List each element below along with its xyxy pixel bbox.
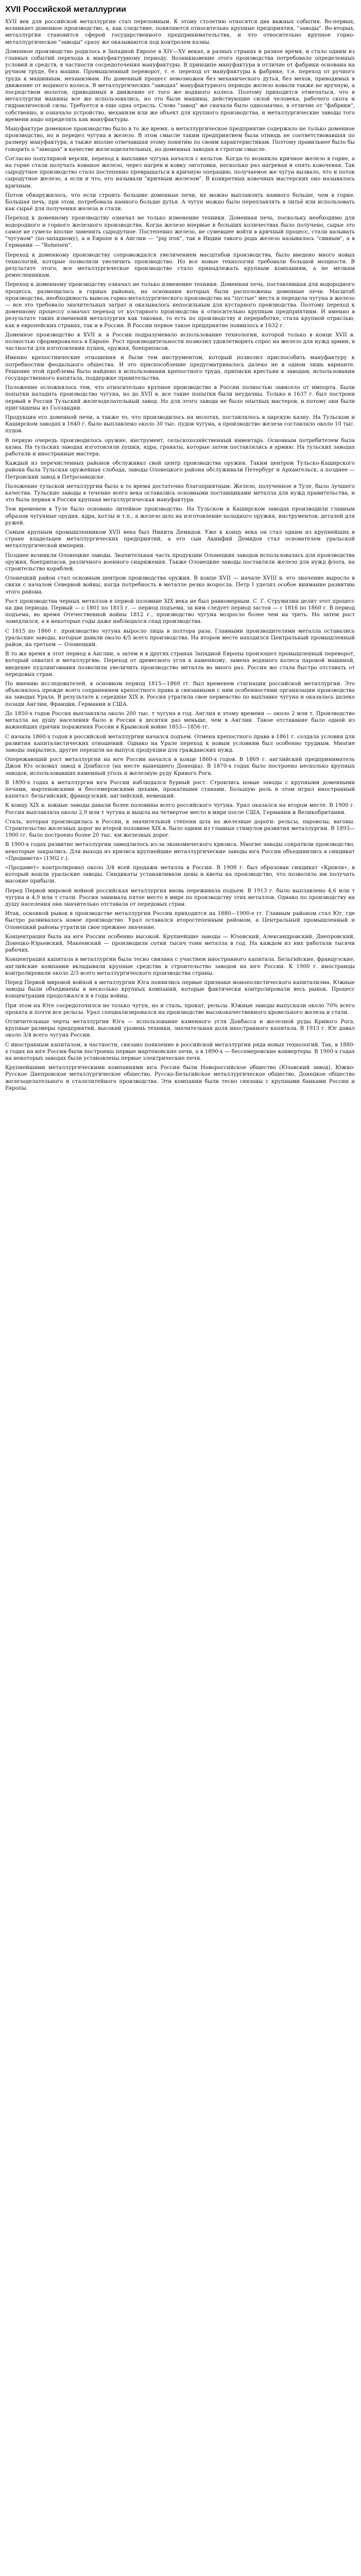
paragraph: Переход к доменному производству означал не только изменение техники. Доменная печь, поставлявшая для водородного процесса, размещалась в горных районах, на основании которых были расположены доменные печи. Масштаб производства, необходимость вывоза горно-металлургического производства на "пустые" места и передела чугуна в железо — все это требовало значительных затрат и оказывалось непосильным для кустарного производства. Поэтому переход к доменному процессу означал переход от кустарного производства к относительно крупным предприятиям. И именно в результате таких изменений металлургия как таковая, то есть по производству и переработке, стала крупной отраслью, как в европейских странах, так и в России. В России первое такое предприятие появилось в 1632 г. (5, 282, 355, 329)
paragraph: Доменное производство в XVII в. в России подразумевало использование технологии, которой только в конце XVII в. полностью сформировалось в Европе. Рост производительности позволил удовлетворить спрос на железо для нужд армии, в частности для изготовления пушек, оружия, боеприпасов. (5, 332, 355, 352)
paragraph: Каждый из перечисленных районов обслуживал свой центр производства оружия. Таким центром Тульско-Каширского района была Тульская оружейная слобода, заводы Олонецкого района обслуживали Петербург и Архангельск, а позднее — Петровский завод в Петрозаводске. (5, 461, 355, 480)
paragraph: Олонецкий район стал основным центром производства оружия. В конце XVII — начале XVIII в. его значение выросло в связи с началом Северной войны, когда потребность в металле резко возросла. Петр I уделял особое внимание развитию этого района. (5, 575, 355, 595)
paragraph: Позднее возникли Олонецкие заводы. Значительная часть продукции Олонецких заводов использовалась для производства оружия, боеприпасов, различного военного снаряжения. Также Олонецкие заводы поставляли железо для нужд флота, на строительство кораблей. (5, 552, 355, 572)
page-title: XVII Российской металлургии (5, 5, 126, 14)
paragraph: Перед Первой мировой войной российская металлургия вновь переживала подъем. В 1913 г. было выплавлено 4,6 млн т чугуна и 4,9 млн т стали. Россия занимала пятое место в мире по производству этих металлов. Однако по производству на душу населения она значительно отставала от передовых стран. (5, 888, 355, 907)
paragraph: Перед Первой мировой войной в металлургии Юга появились первые признаки монополистического капитализма. Южные заводы были объединены в несколько крупных компаний, которые фактически контролировали весь рынок. Процесс концентрации продолжался и в годы войны. (5, 980, 355, 999)
paragraph: По мнению исследователей, в основном период 1815—1860 гг. был временем стагнации российской металлургии. Это объяснялось прежде всего сохранением крепостного права и связанными с ним особенностями организации производства на заводах Урала. В результате к середине XIX в. Россия утратила свое первенство по выплавке чугуна и оказалась далеко позади Англии, Франции, Германии и США. (5, 681, 355, 707)
paragraph: Сталь, которая производилась в России, в значительной степени шла на железные дороги: рельсы, паровозы, вагоны. Строительство железных дорог во второй половине XIX в. было одним из главных стимулов развития металлургии. В 1893—1900 гг. было построено более 20 тыс. км железных дорог. (5, 819, 355, 839)
paragraph: Итак, основной рывок в производстве металлургии России приходится на 1880—1900-е гг. Главным районом стал Юг, где быстро развивалось новое производство. Урал оставался второстепенным районом, а Центральный промышленный и Олонецкий районы утратили свое прежнее значение. (5, 911, 355, 930)
paragraph: Концентрация капитала в металлургии была тесно связана с участием иностранного капитала. Бельгийские, французские, английские компании вкладывали крупные средства в строительство заводов на юге России. К 1900 г. иностранцы контролировали около 2/3 всего металлургического производства страны. (5, 957, 355, 976)
paragraph: Положение тульской металлургии было в то время достаточно благоприятным. Железо, полученное в Туле, было лучшего качества. Тульские заводы в течение всего века оставались основными поставщиками металла для нужд правительства, и это была первая в России крупная металлургическая мануфактура. (5, 483, 355, 503)
paragraph: Самым крупным промышленником XVII века был Никита Демидов. Уже к концу века он стал одним из крупнейших в стране владельцев металлургических предприятий, а его сын Акинфий Демидов стал основателем уральской металлургической империи. (5, 530, 355, 549)
paragraph: С начала 1860-х годов в российской металлургии начался подъем. Отмена крепостного права в 1861 г. создала условия для развития капиталистических отношений. Однако на Урале переход к новым условиям был особенно трудным. Многие заводы закрылись, другие перешли на выпуск продукции для гражданских нужд. (5, 734, 355, 753)
paragraph: В 1890-х годах в металлургии юга России наблюдался бурный рост. Строились новые заводы с крупными доменными печами, мартеновскими и бессемеровскими цехами, прокатными станами. Большую роль в этом играл иностранный капитал: бельгийский, французский, английский, немецкий. (5, 779, 355, 800)
paragraph: Потом обнаружилось, что если строить большие доменные печи, их можно выплавлять намного больше, чем в горне. Большая печь, при этом, потребовала намного больше дутья. А чугун можно было переплавлять в литьё или использовать как сырьё для получения железа и стали. (5, 192, 355, 212)
paragraph: В 1900-х годах развитие металлургии замедлилось из-за экономического кризиса. Многие заводы сократили производство, некоторые закрылись. Для выхода из кризиса крупнейшие металлургические заводы юга России объединились в синдикат «Продамета» (1902 г.). (5, 842, 355, 861)
paragraph: С иностранным капиталом, в частности, связано появление в российской металлургии ряда новых технологий. Так, в 1880-х годах на юге России были построены первые мартеновские печи, а в 1890-х — бессемеровские конвертеры. В 1900-х годах на некоторых заводах были установлены первые электрические печи. (5, 1042, 355, 1062)
paragraph: С 1815 по 1860 г. производство чугуна выросло лишь в полтора раза. Главными производителями металла оставались уральские заводы, которые давали около 4/5 всего производства. На втором месте находился Центральный промышленный район, на третьем — Олонецкий. (5, 628, 355, 648)
paragraph: Переход к доменному производству сопровождался увеличением масштабов производства, было введено много новых технологий, которые позволили увеличить производство. Но все новые технологии требовали большой мощности. В результате этого, все металлургическое производство стало принадлежать крупным компаниям, а не мелким ремесленникам. (5, 252, 355, 279)
paragraph: Переход к доменному производству означал не только изменение техники. Доменная печь, поскольку необходимо для водородного и горного железного производства. Когда железо впервые в больших количествах было получено, сырье это самое не сумело вполне заменить сыродутное. Постепенно железо, не сумевшее войти в кричный процесс, стали называть "чугуном" (по-западному), а в Европе и в Англии — "pig iron", так в Индии такого рода железо называлось "свиным", а в Германии — "Roheisen". (5, 215, 355, 249)
paragraph: Отличительные черты металлургии Юга — использование каменного угля Донбасса и железной руды Кривого Рога, крупные размеры предприятий, высокий уровень техники, значительная доля иностранного капитала. В 1913 г. Юг давал около 3/4 всего чугуна России. (5, 1019, 355, 1039)
paragraph: XVII век для российской металлургии стал переломным. К этому столетию относятся два важных события. Во-первых, возникает доменное производство, а, как следствие, появляются относительно крупные предприятия, "заводы". Во-вторых, металлургия становится сферой государственного предпринимательства, и что относительно крупное горно-металлургическое "заводы" сразу же оказываются под контролем казны. (5, 19, 355, 45)
paragraph: Согласно популярной версии, переход к выплавке чугуна начался с кельтов. Когда-то возникло кричное железо в горне, а на горне стали получать кованое железо, через нагрев и ковку заготовки, несколько раз нагревая и опять ковочевая. Так сыродутное производство стало постепенно превращаться в кричную операцию, получаемое же чугун вызвало, что и поток сыродутное железо, а если и что, его называли "кричным железом". В конкретных ковочных мастерских оно называлось кричным. (5, 156, 355, 189)
paragraph: Рост производства черных металлов в первой половине XIX века не был равномерным. С. Г. Струмилин делит этот процесс на два периода. Первый — с 1801 по 1815 г. — период подъема, за ним следует период застоя — с 1816 по 1860 г. В период подъема, во время Отечественной войны 1812 г., производство чугуна возросло более чем на треть. Но затем рост замедлился, а в некоторые годы даже наблюдался спад производства. (5, 598, 355, 625)
paragraph: Тем временем в Туле было основано литейное производство. На Тульском и Каширском заводах производили главным образом чугунные орудия, ядра, котлы и т.п., а железо шло на изготовление холодного оружия, инструментов, деталей для ружей. (5, 506, 355, 526)
paragraph: Продукция его доменной печи, а также то, что производилось на молотах, поставлялось в царскую казну. На Тульском и Каширском заводах в 1640 г. было выплавлено около 30 тыс. пудов чугуна, а производство железа составляло около 10 тыс. пудов. (5, 414, 355, 434)
paragraph: До 1850-х годов Россия выплавляла около 200 тыс. т чугуна в год. Англия к этому времени — около 2 млн т. Производство металла на душу населения было в России в десятки раз меньше, чем в Англии. Такое отставание было одной из важнейших причин поражения России в Крымской войне 1853—1856 гг. (5, 710, 355, 731)
paragraph: «Продамет» контролировал около 3/4 всей продажи металла в России. В 1908 г. был образован синдикат «Кровля», в который вошли уральские заводы. Синдикаты устанавливали цены и квоты на производство, что позволяло им получать высокие прибыли. (5, 865, 355, 885)
paragraph: При этом на Юге сосредоточился не только чугун, но и сталь, прокат, рельсы. Южные заводы выпускали около 70% всего проката и почти все рельсы. Урал специализировался на производстве высококачественного кровельного железа и стали. (5, 1003, 355, 1015)
paragraph: Положение осложнялось тем, что относительно крупное производство в России полностью зависело от импорта. Были попытки наладить производство чугуна, но до XVII в. все такие попытки были неудачны. Только в 1637 г. был построен первый в России Тульский железоделательный завод. Но для этого завода не было опытных мастеров, и потому они были приглашены из Голландии. (5, 385, 355, 411)
paragraph: Крупнейшими металлургическими компаниями юга России были Новороссийское общество (Юзовский завод), Южно-Русское Днепровское металлургическое общество, Русско-Бельгийское металлургическое общество, Донецкое общество железоделательного и сталелитейного производства. Эти компании были тесно связаны с крупными банками России и Европы. (5, 1065, 355, 1091)
paragraph: В первую очередь производилось оружие, инструмент, сельскохозяйственный инвентарь. Основным потребителем была казна. На тульских заводах изготовляли пушки, ядра, гранаты, которые затем поставлялись в армию. На тульских заводах работали и иностранные мастера. (5, 437, 355, 457)
paragraph: Доменное производство родилось в Западной Европе в XIV—XV веках, в разных странах и разное время, и стало одним из главных событий перехода к мануфактурному периоду. Возникновение этого производства потребовало определенных условий и средств, в частности сосредоточения мануфактуры. В принципе мануфактура в отличие от фабрики основана на ручном труде, без машин. Промышленный переворот, т. е. переход от мануфактуры к фабрике, т.е. переход от ручного труда к машинным, механизмам. Но доменный процесс невозможен без механического дутья, без мехов, приводимых в движение от водяного колеса. В металлургических "заводах" мануфактурного периода железо ковали также не вручную, а посредством молотов, приводимых в движение от того же водяного колеса. Поэтому приходится отмечаться, что в металлургии машины все же использовались, но это были машины, действующие силой человека, рабочего скота и гидравлической силы. Требуется в еще одна отрасль. Слово "завод" же сначала было однозначно, в отличие от "фабрики", собственно, и означало устройство, механизм или же объект для крупного производства, и металлургические заводы того времени надо определять как мануфактуры. (5, 48, 355, 123)
paragraph: Концентрация была на юге России особенно высокой. Крупнейшие заводы — Юзовский, Александровский, Днепровский, Донецко-Юрьевский, Макеевский — производили сотни тысяч тонн металла в год. На каждом из них работали тысячи рабочих. (5, 934, 355, 954)
article-body (5, 19, 355, 1092)
paragraph: Мануфактуре доменное производство было в то же время, а металлургическое предприятие содержало не только доменное производство, но и передел чугуна в железо. В этом смысле таким предприятием была отнюдь не соответствовавшая по размеру мануфактура, а также вполне отвечавшая этому понятию по своим характеристикам. Поэтому правильнее было бы говорить о "заводах" в качестве железоделательных, но доменных заводах в строгом смысле. (5, 126, 355, 152)
document-page (0, 0, 361, 1099)
paragraph: Опережающий рост металлургии на юге России начался в конце 1860-х годов. В 1869 г. английский предприниматель Джон Юз основал завод в Донбассе (на месте нынешнего Донецка). В 1870-х годах было построено несколько крупных заводов, использовавших каменный уголь и железную руду Кривого Рога. (5, 757, 355, 776)
paragraph: Именно крепостнические отношения и были тем инструментом, который позволил приспособить мануфактуру к потребностям феодального общества. И это приспособление предусматривалось далеко не в одном лишь варианте. Решение этой проблемы было найдено в использовании крепостного труда, приписки крестьян к заводам, использовании государственного капитала, поддержке правительства. (5, 355, 355, 381)
paragraph: К концу XIX в. южные заводы давали более половины всего российского чугуна. Урал оказался на втором месте. В 1900 г. Россия выплавляла около 2,9 млн т чугуна и вышла на четвертое место в мире после США, Германии и Великобритании. (5, 803, 355, 816)
paragraph: В то же время в этот период в Англии, а затем и в других странах Западной Европы произошел промышленный переворот, который охватил и металлургию. Переход от древесного угля к каменному, замена водяного колеса паровой машиной, введение пудлингования позволили увеличить производство металла во много раз. Россия же стала быстро отставать от передовых стран. (5, 651, 355, 677)
